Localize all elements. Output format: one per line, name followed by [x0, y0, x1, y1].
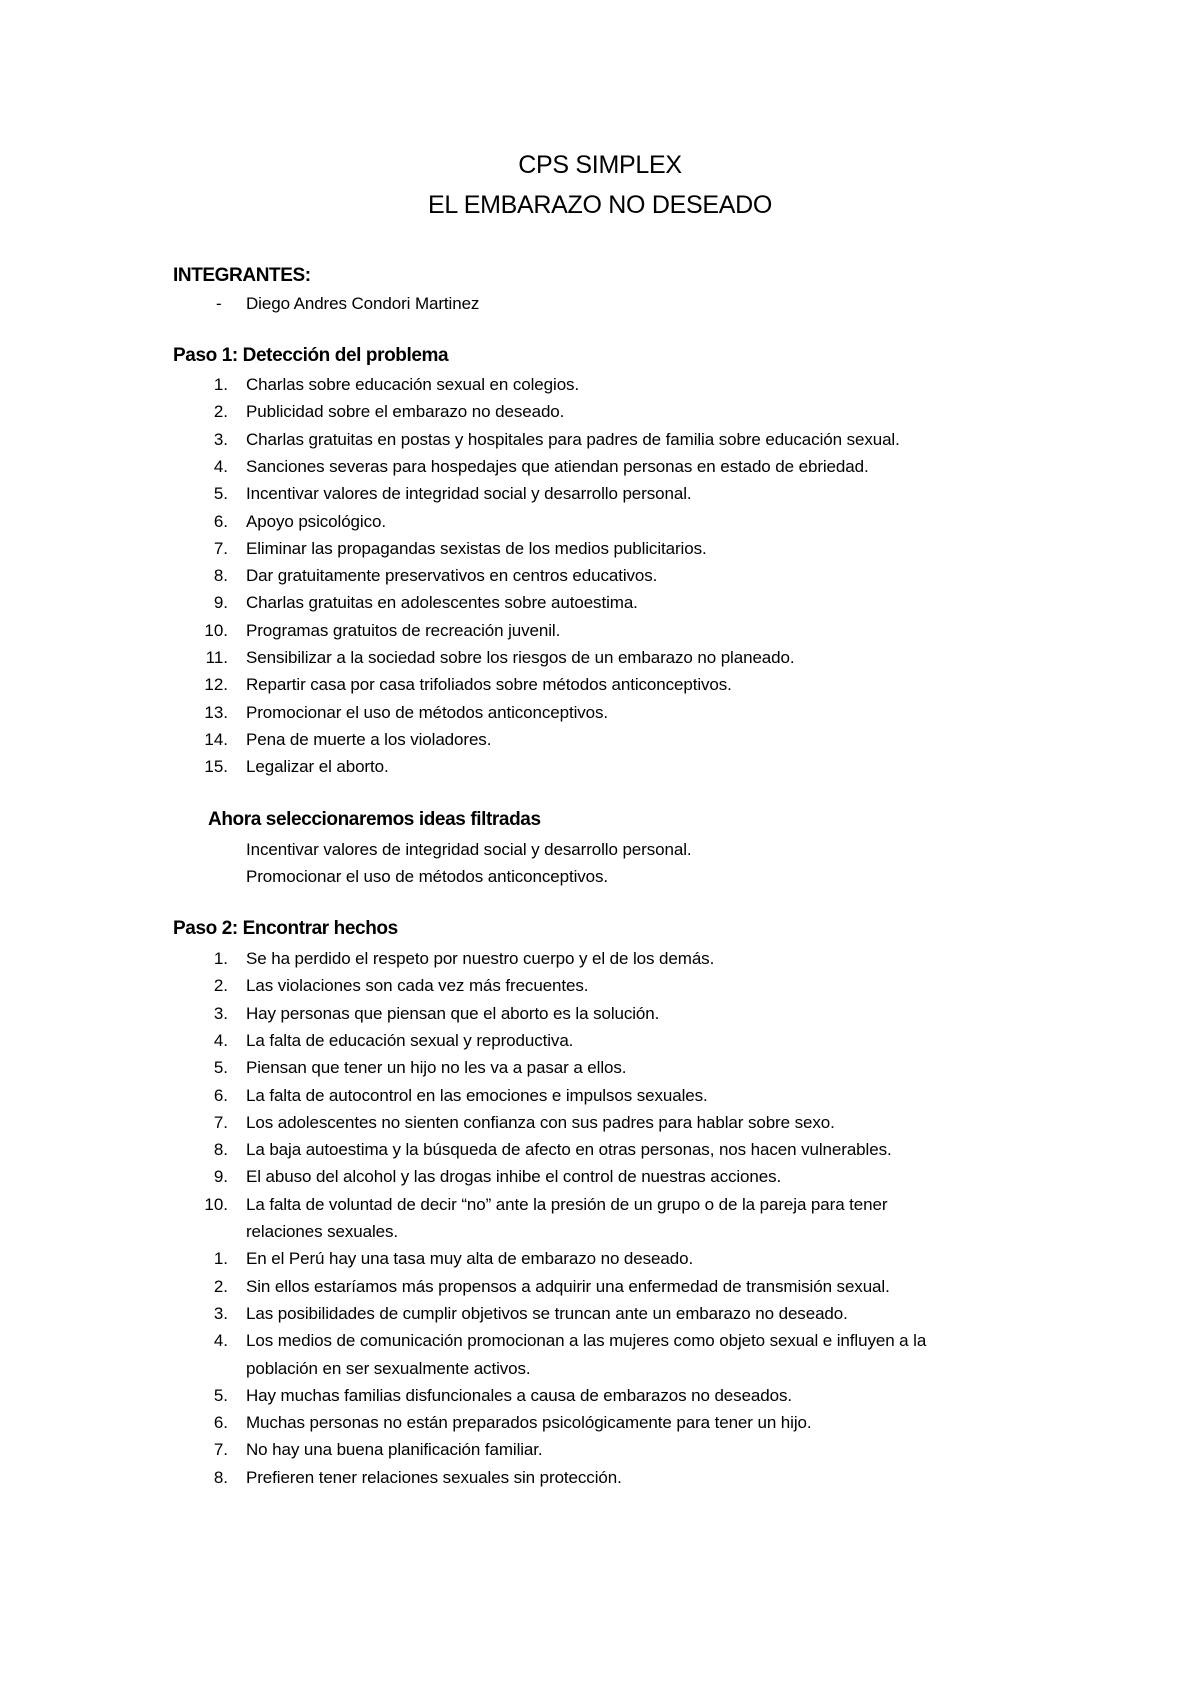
list-item-number: 2. [213, 402, 228, 422]
list-item-text: Publicidad sobre el embarazo no deseado. [246, 402, 565, 422]
list-item-text: Dar gratuitamente preservativos en centros educativos. [246, 566, 658, 586]
list-item-text: Prefieren tener relaciones sexuales sin protección. [246, 1467, 622, 1487]
list-item-number: 8. [213, 566, 228, 586]
list-item-text: Sanciones severas para hospedajes que atiendan personas en estado de ebriedad. [246, 456, 869, 476]
list-item-text: Apoyo psicológico. [246, 511, 386, 531]
list-item-text: No hay una buena planificación familiar. [246, 1440, 543, 1460]
list-item-text: relaciones sexuales. [246, 1222, 399, 1241]
list-item-text: Piensan que tener un hijo no les va a pasar a ellos. [246, 1058, 627, 1078]
list-item-number: 6. [213, 511, 228, 531]
list-item-text: Legalizar el aborto. [246, 757, 389, 777]
list-item-text: Promocionar el uso de métodos anticonceptivos. [246, 702, 609, 722]
list-item-number: 14. [204, 729, 228, 749]
list-item-text: Se ha perdido el respeto por nuestro cuerpo y el de los demás. [246, 949, 715, 968]
list-item-number: 6. [213, 1085, 228, 1105]
list-item-number: 4. [213, 1331, 228, 1351]
list-item-number: 9. [213, 593, 228, 613]
paso1-heading: Paso 1: Detección del problema [173, 345, 449, 366]
list-item-number: 4. [213, 456, 228, 476]
list-item-text: Incentivar valores de integridad social y desarrollo personal. [246, 484, 692, 504]
list-item-number: 1. [213, 1249, 228, 1269]
list-item-number: 3. [213, 429, 228, 449]
list-item-number: 5. [213, 484, 228, 504]
list-item-number: 15. [204, 757, 228, 777]
list-item-number: 10. [204, 1194, 228, 1214]
member-name: Diego Andres Condori Martinez [246, 294, 480, 313]
list-item-text: Muchas personas no están preparados psicológicamente para tener un hijo. [246, 1413, 812, 1433]
list-item-number: 12. [204, 675, 228, 695]
list-item-number: 2. [213, 976, 228, 996]
list-item-text: La baja autoestima y la búsqueda de afecto en otras personas, nos hacen vulnerables. [246, 1140, 892, 1160]
list-item-text: Sensibilizar a la sociedad sobre los riesgos de un embarazo no planeado. [246, 648, 795, 667]
list-item-text: Las posibilidades de cumplir objetivos se truncan ante un embarazo no deseado. [246, 1303, 848, 1323]
list-item-text: El abuso del alcohol y las drogas inhibe el control de nuestras acciones. [246, 1167, 782, 1187]
list-item-text: Eliminar las propagandas sexistas de los medios publicitarios. [246, 538, 707, 558]
list-item-text: Sin ellos estaríamos más propensos a adquirir una enfermedad de transmisión sexual. [246, 1276, 890, 1296]
list-item-number: 13. [204, 702, 228, 722]
list-item-text: Pena de muerte a los violadores. [246, 729, 492, 749]
list-item-number: 9. [213, 1167, 228, 1187]
filtradas-heading: Ahora seleccionaremos ideas filtradas [208, 809, 541, 830]
list-item-number: 7. [213, 1440, 228, 1460]
list-item-text: Charlas gratuitas en postas y hospitales para padres de familia sobre educación sexual. [246, 429, 900, 449]
list-item-number: 10. [204, 620, 228, 640]
document-title-line1: CPS SIMPLEX [518, 151, 682, 179]
list-item-number: 1. [213, 949, 228, 968]
list-item-text: En el Perú hay una tasa muy alta de embarazo no deseado. [246, 1249, 694, 1269]
list-item-text: Charlas sobre educación sexual en colegios. [246, 375, 580, 394]
list-item-text: Repartir casa por casa trifoliados sobre métodos anticonceptivos. [246, 675, 732, 695]
list-item-text: Programas gratuitos de recreación juvenil. [246, 620, 561, 640]
list-item-text: La falta de autocontrol en las emociones e impulsos sexuales. [246, 1085, 708, 1105]
list-item-number: 7. [213, 1112, 228, 1132]
list-item-text: Hay personas que piensan que el aborto es la solución. [246, 1003, 660, 1023]
paso2-heading: Paso 2: Encontrar hechos [173, 918, 398, 939]
list-item-text: Las violaciones son cada vez más frecuentes. [246, 976, 589, 996]
list-item-number: 2. [213, 1276, 228, 1296]
list-item-number: 3. [213, 1303, 228, 1323]
member-bullet: - [216, 294, 222, 313]
list-item-text: La falta de voluntad de decir “no” ante la presión de un grupo o de la pareja para tener [246, 1194, 888, 1214]
list-item-text: Charlas gratuitas en adolescentes sobre autoestima. [246, 593, 638, 613]
list-item-text: población en ser sexualmente activos. [246, 1358, 531, 1378]
list-item-text: La falta de educación sexual y reproductiva. [246, 1030, 574, 1050]
list-item-number: 5. [213, 1058, 228, 1078]
list-item-number: 1. [213, 375, 228, 394]
list-item-text: Promocionar el uso de métodos anticonceptivos. [246, 867, 609, 887]
integrantes-heading: INTEGRANTES: [173, 265, 311, 286]
list-item-number: 4. [213, 1030, 228, 1050]
list-item-text: Hay muchas familias disfuncionales a causa de embarazos no deseados. [246, 1385, 793, 1405]
list-item-number: 3. [213, 1003, 228, 1023]
list-item-text: Los medios de comunicación promocionan a las mujeres como objeto sexual e influyen a la [246, 1331, 927, 1351]
list-item-number: 7. [213, 538, 228, 558]
list-item-number: 11. [205, 648, 228, 667]
list-item-number: 8. [213, 1467, 228, 1487]
list-item-number: 5. [213, 1385, 228, 1405]
list-item-number: 8. [213, 1140, 228, 1160]
list-item-text: Incentivar valores de integridad social y desarrollo personal. [246, 840, 692, 859]
list-item-number: 6. [213, 1413, 228, 1433]
document-title-line2: EL EMBARAZO NO DESEADO [428, 191, 772, 219]
list-item-text: Los adolescentes no sienten confianza con sus padres para hablar sobre sexo. [246, 1112, 835, 1132]
